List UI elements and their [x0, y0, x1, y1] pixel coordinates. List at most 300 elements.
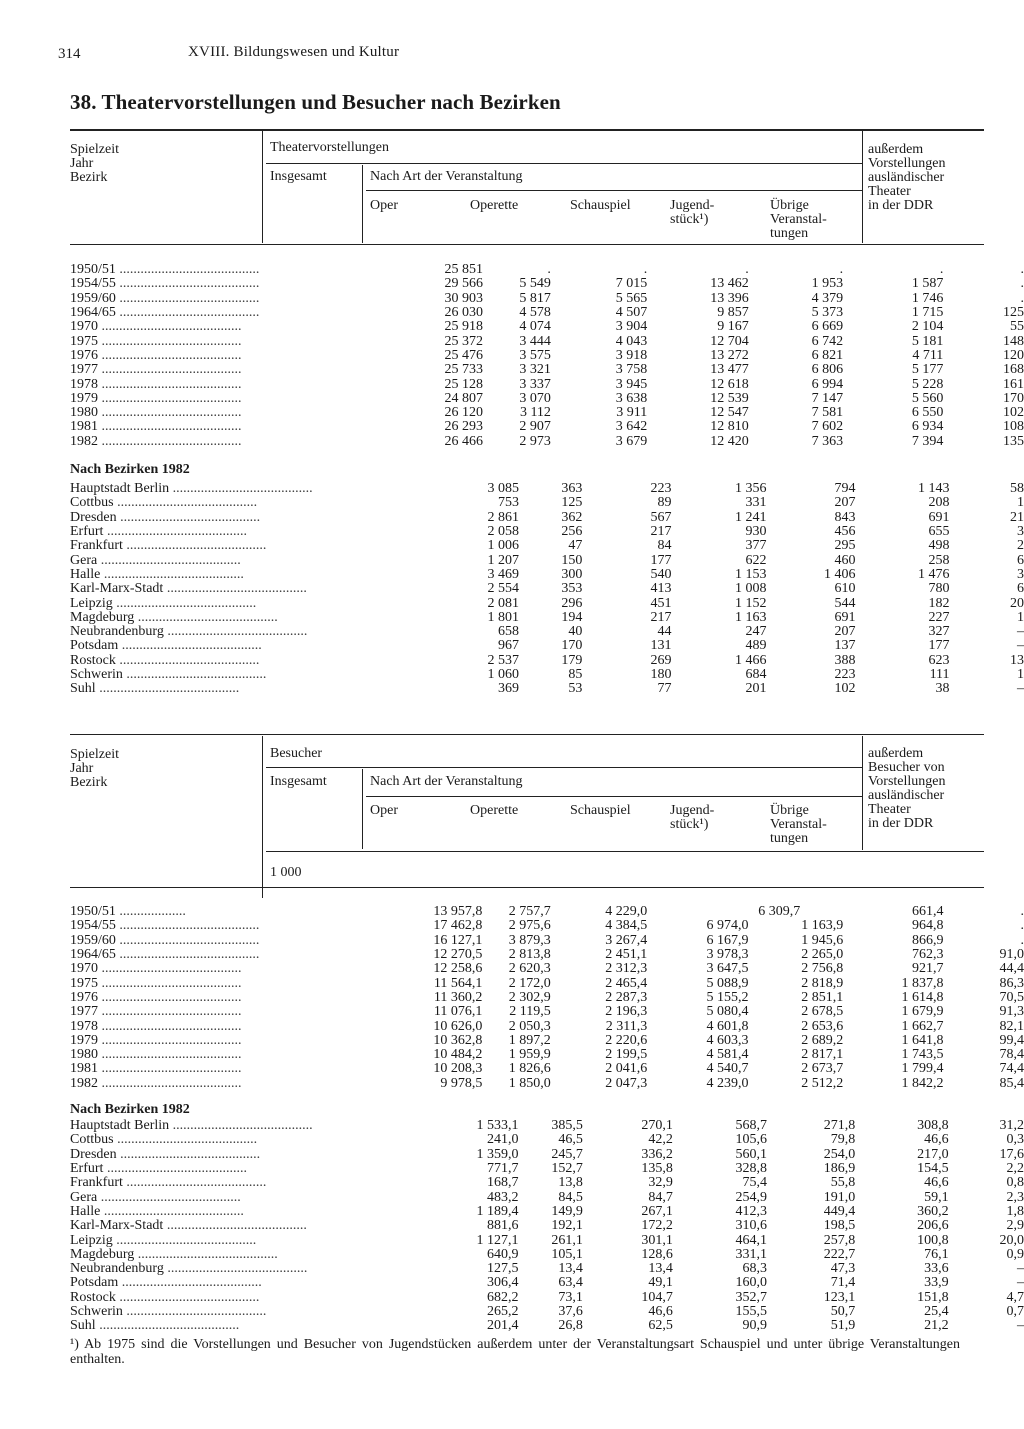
- cell-drama: 412,3: [735, 1203, 768, 1219]
- cell-other: 498: [928, 538, 950, 554]
- table1-col-foreign-2: Vorstellungen: [868, 156, 946, 171]
- cell-total: 1 060: [487, 667, 520, 682]
- cell-operetta: 223: [650, 481, 672, 497]
- table-row: [70, 1219, 1024, 1233]
- cell-total: 3 469: [487, 566, 520, 582]
- cell-other: 921,7: [912, 961, 944, 977]
- cell-other: 182: [928, 595, 950, 611]
- row-label: Leipzig ........................................: [70, 1233, 257, 1248]
- cell-other: 1 743,5: [901, 1047, 944, 1063]
- cell-other: 59,1: [924, 1189, 949, 1205]
- cell-foreign: 1: [1017, 609, 1024, 625]
- cell-operetta: 84: [657, 538, 672, 554]
- table2-col-other-1: Übrige: [770, 803, 809, 818]
- cell-other: 227: [928, 609, 950, 625]
- cell-total: 201,4: [487, 1318, 519, 1334]
- table2-unit: 1 000: [270, 865, 302, 880]
- cell-foreign: –: [1017, 1318, 1024, 1334]
- cell-youth: 1 163,9: [801, 918, 844, 934]
- table2-col-youth-1: Jugend-: [670, 803, 715, 818]
- cell-foreign: 91,3: [999, 1004, 1024, 1020]
- cell-operetta: 2 287,3: [605, 989, 648, 1005]
- cell-total: 640,9: [487, 1246, 519, 1262]
- cell-other: 76,1: [924, 1246, 949, 1262]
- cell-youth: 47,3: [830, 1261, 856, 1277]
- cell-drama: 105,6: [735, 1132, 768, 1148]
- cell-total: 29 566: [444, 276, 483, 292]
- cell-opera: 300: [561, 566, 583, 582]
- row-label: 1964/65 ........................................: [70, 947, 260, 963]
- table-row: [70, 539, 1024, 553]
- cell-youth: 2 851,1: [801, 989, 844, 1005]
- cell-drama: 4 239,0: [706, 1075, 749, 1091]
- cell-other: 46,6: [924, 1132, 949, 1148]
- table-row: [70, 1190, 1024, 1204]
- cell-drama: 12 539: [710, 390, 749, 406]
- cell-total: 24 807: [444, 390, 483, 406]
- cell-foreign: 0,9: [1006, 1246, 1024, 1262]
- cell-drama: 6 167,9: [706, 932, 749, 948]
- cell-total: 1 533,1: [476, 1118, 519, 1134]
- cell-foreign: .: [1020, 918, 1024, 934]
- cell-other: 1 587: [911, 276, 944, 292]
- cell-opera: 192,1: [551, 1218, 583, 1234]
- cell-foreign: 82,1: [999, 1018, 1024, 1034]
- table2-col-drama: Schauspiel: [570, 803, 631, 818]
- table1-col-youth-2: stück¹): [670, 212, 709, 227]
- cell-opera: 296: [561, 595, 583, 611]
- cell-total: 306,4: [487, 1275, 519, 1291]
- table2-col-other-3: tungen: [770, 831, 809, 846]
- cell-operetta: 2 041,6: [605, 1061, 648, 1077]
- row-label: Frankfurt ........................................: [70, 1176, 267, 1191]
- table1-col-foreign-5: in der DDR: [868, 198, 934, 213]
- table1-foreign-divider: [862, 131, 863, 243]
- cell-drama: 1 008: [735, 581, 767, 597]
- cell-operetta: 4 043: [615, 333, 648, 349]
- cell-other: 1 842,2: [901, 1075, 944, 1091]
- cell-drama: 12 704: [710, 333, 749, 349]
- row-label: Suhl ........................................: [70, 682, 240, 697]
- cell-other: 1 476: [918, 566, 950, 582]
- table2-group-rule: [266, 767, 862, 768]
- cell-youth: 5 373: [811, 305, 844, 321]
- table1-stub-divider: [262, 131, 263, 243]
- cell-drama: 12 618: [710, 376, 749, 392]
- cell-opera: 245,7: [551, 1146, 583, 1162]
- cell-foreign: 3: [1017, 524, 1024, 540]
- cell-drama: 622: [745, 552, 767, 568]
- row-label: Leipzig ........................................: [70, 596, 257, 611]
- table2-districts-label: Nach Bezirken 1982: [70, 1102, 190, 1117]
- cell-other: 217,0: [917, 1146, 949, 1162]
- cell-other: 100,8: [917, 1232, 949, 1248]
- cell-youth: 2 673,7: [801, 1061, 844, 1077]
- cell-other: 38: [935, 681, 950, 697]
- cell-drama: 3 978,3: [706, 947, 749, 963]
- cell-youth: 2 689,2: [801, 1032, 844, 1048]
- table-row: [70, 962, 1024, 976]
- row-label: 1982 ........................................: [70, 434, 242, 449]
- cell-other: 154,5: [917, 1161, 949, 1177]
- table-row: [70, 1248, 1024, 1262]
- cell-foreign: 168: [1003, 362, 1024, 378]
- cell-other: 208: [928, 495, 950, 511]
- cell-opera: 353: [561, 581, 583, 597]
- cell-drama: 352,7: [735, 1289, 768, 1305]
- footnote: ¹) Ab 1975 sind die Vorstellungen und Besucher von Jugendstücken außerdem unter der Veranstaltungsart Schauspiel und unter übrige Veranstaltungen enthalten.: [70, 1337, 960, 1367]
- cell-foreign: 1,8: [1006, 1203, 1024, 1219]
- cell-drama: 5 155,2: [706, 989, 749, 1005]
- cell-foreign: 148: [1003, 333, 1024, 349]
- cell-youth: 191,0: [823, 1189, 856, 1205]
- cell-total: 13 957,8: [433, 904, 483, 920]
- table-row: [70, 568, 1024, 582]
- cell-total: 753: [498, 495, 520, 511]
- cell-total: 25 372: [444, 333, 483, 349]
- table1-stub-line1: Spielzeit: [70, 142, 119, 157]
- cell-total: 682,2: [487, 1289, 519, 1305]
- cell-operetta: 2 312,3: [605, 961, 648, 977]
- row-label: 1979 ........................................: [70, 391, 242, 406]
- table2-col-other-2: Veranstal-: [770, 817, 827, 832]
- cell-youth: 2 817,1: [801, 1047, 844, 1063]
- cell-total: 771,7: [487, 1161, 519, 1177]
- cell-foreign: 6: [1017, 581, 1024, 597]
- row-label: Magdeburg ........................................: [70, 610, 278, 625]
- cell-foreign: 161: [1003, 376, 1024, 392]
- cell-opera: 84,5: [558, 1189, 583, 1205]
- table1-districts-label: Nach Bezirken 1982: [70, 462, 190, 477]
- cell-other: 6 934: [911, 419, 944, 435]
- cell-total: 25 128: [444, 376, 483, 392]
- table2-col-operetta: Operette: [470, 803, 519, 818]
- cell-opera: 362: [561, 509, 583, 525]
- cell-operetta: 177: [650, 552, 672, 568]
- row-label: Potsdam ........................................: [70, 1276, 262, 1291]
- cell-total: 881,6: [487, 1218, 519, 1234]
- table-row: [70, 1319, 1024, 1333]
- cell-other: 360,2: [917, 1203, 949, 1219]
- table-row: [70, 277, 1024, 291]
- cell-operetta: 3 642: [615, 419, 648, 435]
- cell-youth: 7 147: [811, 390, 844, 406]
- table1-col-foreign-3: ausländischer: [868, 170, 945, 185]
- table2-top-rule: [70, 734, 984, 735]
- table-row: [70, 320, 1024, 334]
- cell-opera: 2 973: [519, 433, 551, 449]
- cell-opera: 13,4: [558, 1261, 583, 1277]
- cell-opera: 4 074: [519, 319, 551, 335]
- cell-total: 9 978,5: [440, 1075, 483, 1091]
- cell-operetta: 44: [657, 624, 672, 640]
- cell-operetta: 2 311,3: [605, 1018, 648, 1034]
- table-row: [70, 1119, 1024, 1133]
- cell-youth: 71,4: [830, 1275, 856, 1291]
- cell-opera: 152,7: [551, 1161, 583, 1177]
- cell-drama: 489: [745, 638, 767, 654]
- cell-operetta: 4 507: [615, 305, 648, 321]
- cell-opera: 385,5: [551, 1118, 583, 1134]
- cell-total: 2 081: [487, 595, 520, 611]
- cell-operetta: 217: [650, 609, 672, 625]
- cell-drama: 12 810: [710, 419, 749, 435]
- cell-operetta: 2 196,3: [605, 1004, 648, 1020]
- cell-total: 2 058: [487, 524, 520, 540]
- cell-other: 1 715: [911, 305, 944, 321]
- table-row: [70, 668, 1024, 682]
- cell-opera: 13,8: [558, 1175, 583, 1191]
- table2-col-foreign-6: in der DDR: [868, 816, 934, 831]
- cell-foreign: .: [1020, 904, 1024, 920]
- cell-drama: 13 396: [710, 290, 749, 306]
- cell-operetta: 267,1: [641, 1203, 673, 1219]
- cell-operetta: 4 384,5: [605, 918, 648, 934]
- cell-foreign: 102: [1003, 405, 1024, 421]
- cell-drama: 328,8: [735, 1161, 768, 1177]
- cell-youth: 7 602: [811, 419, 844, 435]
- row-label: 1976 ........................................: [70, 990, 242, 1005]
- cell-operetta: 269: [650, 652, 672, 668]
- cell-drama: 75,4: [742, 1175, 768, 1191]
- table-row: [70, 553, 1024, 567]
- cell-opera: 2 813,8: [508, 947, 551, 963]
- cell-youth: 223: [834, 667, 856, 682]
- cell-operetta: 32,9: [648, 1175, 673, 1191]
- cell-total: 16 127,1: [433, 932, 483, 948]
- cell-operetta: 3 911: [616, 405, 648, 421]
- cell-other: 1 662,7: [901, 1018, 944, 1034]
- table-row: [70, 948, 1024, 962]
- cell-foreign: 99,4: [999, 1032, 1024, 1048]
- cell-total: 11 564,1: [433, 975, 483, 991]
- cell-other: 964,8: [912, 918, 944, 934]
- cell-drama: 568,7: [735, 1118, 768, 1134]
- cell-foreign: 2,2: [1006, 1161, 1024, 1177]
- cell-total: 10 208,3: [433, 1061, 483, 1077]
- cell-opera: 256: [561, 524, 583, 540]
- table-row: [70, 1305, 1024, 1319]
- cell-total: 1 006: [487, 538, 520, 554]
- cell-total: 1 127,1: [476, 1232, 519, 1248]
- cell-operetta: 77: [657, 681, 672, 697]
- cell-other: 21,2: [924, 1318, 949, 1334]
- table2-group-heading: Besucher: [270, 746, 323, 761]
- cell-other: 1 143: [918, 481, 950, 497]
- row-label: Hauptstadt Berlin ........................................: [70, 482, 313, 497]
- cell-foreign: 55: [1010, 319, 1024, 335]
- cell-total: 369: [498, 681, 520, 697]
- cell-opera: 85: [568, 667, 583, 682]
- table-row: [70, 1034, 1024, 1048]
- cell-foreign: 4,7: [1006, 1289, 1024, 1305]
- cell-opera: 73,1: [558, 1289, 583, 1305]
- cell-total: 10 484,2: [433, 1047, 483, 1063]
- table1-stub-line2: Jahr: [70, 156, 94, 171]
- row-label: Karl-Marx-Stadt ........................................: [70, 582, 307, 597]
- cell-foreign: 6: [1017, 552, 1024, 568]
- row-label: 1964/65 ........................................: [70, 305, 260, 321]
- table-row: [70, 263, 1024, 277]
- cell-operetta: 301,1: [641, 1232, 673, 1248]
- cell-youth: 222,7: [823, 1246, 856, 1262]
- cell-operetta: 7 015: [615, 276, 648, 292]
- cell-opera: 2 757,7: [508, 904, 551, 920]
- table-row: [70, 1176, 1024, 1190]
- cell-foreign: –: [1017, 638, 1024, 654]
- row-label: Erfurt ........................................: [70, 524, 247, 540]
- cell-youth: 50,7: [830, 1304, 856, 1319]
- cell-other: 1 799,4: [901, 1061, 944, 1077]
- cell-drama: 310,6: [735, 1218, 768, 1234]
- cell-operetta: .: [643, 262, 648, 278]
- cell-drama: 377: [745, 538, 767, 554]
- table1-bytype-rule: [366, 190, 862, 191]
- table-row: [70, 1291, 1024, 1305]
- cell-other: 762,3: [912, 947, 944, 963]
- cell-foreign: .: [1020, 290, 1024, 306]
- table-row: [70, 1233, 1024, 1247]
- cell-opera: 3 879,3: [508, 932, 551, 948]
- cell-opera: 1 959,9: [508, 1047, 551, 1063]
- cell-foreign: 0,7: [1006, 1304, 1024, 1319]
- cell-opera: 2 975,6: [508, 918, 551, 934]
- row-label: Hauptstadt Berlin ........................................: [70, 1119, 313, 1134]
- cell-drama: 90,9: [742, 1318, 768, 1334]
- table2-total-divider: [362, 769, 363, 849]
- cell-foreign: 2: [1017, 538, 1024, 554]
- cell-other: 6 550: [911, 405, 944, 421]
- table-row: [70, 919, 1024, 933]
- table1-head-bottom-rule: [70, 244, 984, 245]
- cell-youth: 4 379: [811, 290, 844, 306]
- table1-col-other-1: Übrige: [770, 198, 809, 213]
- table-row: [70, 406, 1024, 420]
- table-row: [70, 496, 1024, 510]
- cell-other: 33,9: [924, 1275, 949, 1291]
- table-row: [70, 1019, 1024, 1033]
- cell-operetta: 3 945: [615, 376, 648, 392]
- cell-operetta: 336,2: [641, 1146, 673, 1162]
- cell-total: 25 851: [444, 262, 483, 278]
- table-row: [70, 991, 1024, 1005]
- cell-youth: 295: [834, 538, 856, 554]
- cell-operetta: 2 220,6: [605, 1032, 648, 1048]
- cell-foreign: .: [1020, 262, 1024, 278]
- cell-youth: 6 742: [811, 333, 844, 349]
- cell-foreign: 31,2: [999, 1118, 1024, 1134]
- cell-drama-youth-combined: 6 309,7: [758, 904, 801, 920]
- cell-operetta: 42,2: [648, 1132, 673, 1148]
- cell-other: 661,4: [912, 904, 944, 920]
- table-row: [70, 392, 1024, 406]
- cell-operetta: 3 638: [615, 390, 648, 406]
- cell-total: 265,2: [487, 1304, 519, 1319]
- row-label: 1954/55 ........................................: [70, 277, 260, 292]
- cell-total: 25 918: [444, 319, 483, 335]
- cell-opera: 261,1: [551, 1232, 583, 1248]
- table-row: [70, 654, 1024, 668]
- cell-other: 206,6: [917, 1218, 949, 1234]
- cell-foreign: –: [1017, 1261, 1024, 1277]
- cell-opera: 63,4: [558, 1275, 583, 1291]
- cell-drama: 5 088,9: [706, 975, 749, 991]
- cell-youth: 6 669: [811, 319, 844, 335]
- cell-other: 1 679,9: [901, 1004, 944, 1020]
- cell-drama: 684: [745, 667, 767, 682]
- cell-drama: 6 974,0: [706, 918, 749, 934]
- cell-other: 258: [928, 552, 950, 568]
- row-label: 1978 ........................................: [70, 1019, 242, 1034]
- cell-foreign: 120: [1003, 347, 1024, 363]
- table-row: [70, 1062, 1024, 1076]
- cell-opera: 5 549: [519, 276, 551, 292]
- cell-youth: .: [839, 262, 844, 278]
- cell-opera: .: [547, 262, 551, 278]
- cell-opera: 179: [561, 652, 583, 668]
- cell-other: 4 711: [912, 347, 944, 363]
- cell-youth: 6 821: [811, 347, 844, 363]
- cell-drama: 247: [745, 624, 767, 640]
- cell-foreign: 170: [1003, 390, 1024, 406]
- cell-youth: 137: [834, 638, 856, 654]
- table1-col-other-3: tungen: [770, 226, 809, 241]
- table1-col-other-2: Veranstal-: [770, 212, 827, 227]
- cell-drama: 1 152: [735, 595, 767, 611]
- cell-drama: 13 477: [710, 362, 749, 378]
- row-label: Halle ........................................: [70, 1204, 244, 1219]
- cell-other: 1 641,8: [901, 1032, 944, 1048]
- cell-youth: 7 581: [811, 405, 844, 421]
- cell-opera: 3 444: [519, 333, 551, 349]
- cell-drama: 9 167: [717, 319, 749, 335]
- row-label: Schwerin ........................................: [70, 667, 267, 682]
- cell-drama: 4 603,3: [706, 1032, 749, 1048]
- cell-other: 308,8: [917, 1118, 949, 1134]
- cell-foreign: 108: [1003, 419, 1024, 435]
- cell-opera: 37,6: [558, 1304, 583, 1319]
- cell-total: 241,0: [487, 1132, 519, 1148]
- table2-col-foreign-5: Theater: [868, 802, 911, 817]
- cell-operetta: 2 465,4: [605, 975, 648, 991]
- cell-foreign: –: [1017, 624, 1024, 640]
- table2-stub-line2: Jahr: [70, 761, 94, 776]
- cell-opera: 2 302,9: [508, 989, 551, 1005]
- cell-operetta: 62,5: [648, 1318, 673, 1334]
- table-row: [70, 363, 1024, 377]
- cell-youth: 254,0: [823, 1146, 856, 1162]
- table2-stub-divider: [262, 736, 263, 898]
- cell-total: 11 076,1: [433, 1004, 483, 1020]
- cell-opera: 105,1: [551, 1246, 583, 1262]
- cell-youth: 207: [834, 495, 856, 511]
- table2-foreign-divider: [862, 736, 863, 850]
- cell-drama: 155,5: [735, 1304, 768, 1319]
- table-title: 38. Theatervorstellungen und Besucher nach Bezirken: [70, 90, 561, 114]
- table-row: [70, 639, 1024, 653]
- cell-youth: 207: [834, 624, 856, 640]
- cell-operetta: 135,8: [641, 1161, 673, 1177]
- table-row: [70, 306, 1024, 320]
- cell-foreign: 17,6: [999, 1146, 1024, 1162]
- cell-drama: 331,1: [735, 1246, 768, 1262]
- cell-operetta: 89: [657, 495, 672, 511]
- cell-drama: 13 272: [710, 347, 749, 363]
- cell-foreign: 135: [1003, 433, 1024, 449]
- cell-youth: 843: [834, 509, 856, 525]
- row-label: 1959/60 ........................................: [70, 933, 260, 948]
- cell-drama: 68,3: [742, 1261, 768, 1277]
